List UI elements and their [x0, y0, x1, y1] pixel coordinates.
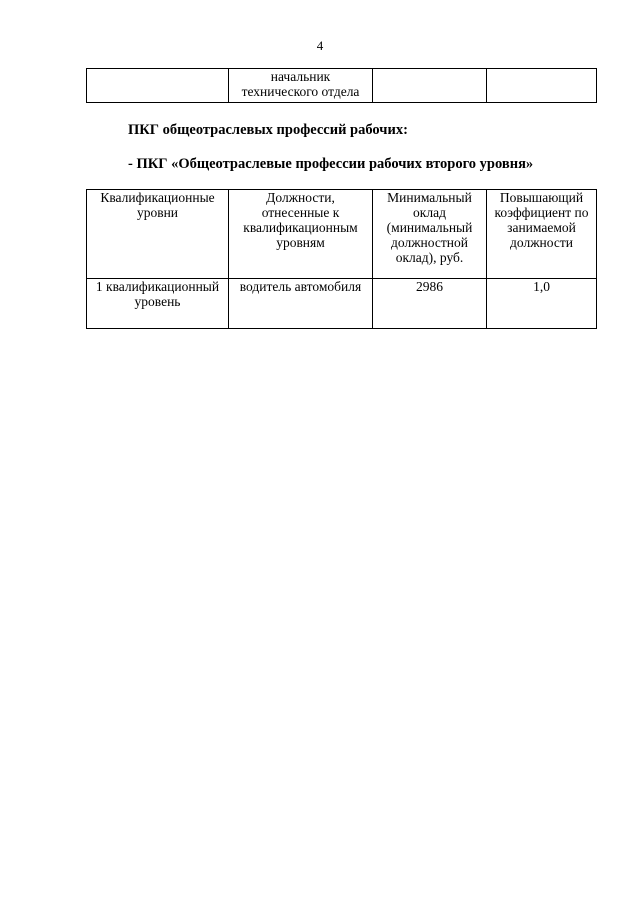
qualification-table	[86, 189, 597, 329]
column-header: Повышающий коэффициент по занимаемой должности	[487, 190, 597, 279]
table-cell: 1,0	[487, 279, 597, 329]
table-row	[87, 69, 597, 103]
table-cell: 2986	[373, 279, 487, 329]
table-cell: начальник технического отдела	[229, 69, 373, 103]
page-number: 4	[316, 38, 324, 53]
continued-table	[86, 68, 597, 103]
column-header: Квалификационные уровни	[87, 190, 229, 279]
column-header: Минимальный оклад (минимальный должностной оклад), руб.	[373, 190, 487, 279]
table-row	[87, 279, 597, 329]
subsection-heading: - ПКГ «Общеотраслевые профессии рабочих второго уровня»	[128, 156, 534, 172]
column-header: Должности, отнесенные к квалификационным уровням	[229, 190, 373, 279]
table-header-row	[87, 190, 597, 279]
table-cell	[87, 69, 229, 103]
table-cell	[487, 69, 597, 103]
table-cell: водитель автомобиля	[229, 279, 373, 329]
table-cell	[373, 69, 487, 103]
section-heading: ПКГ общеотраслевых профессий рабочих:	[128, 122, 408, 138]
table-cell: 1 квалификационный уровень	[87, 279, 229, 329]
